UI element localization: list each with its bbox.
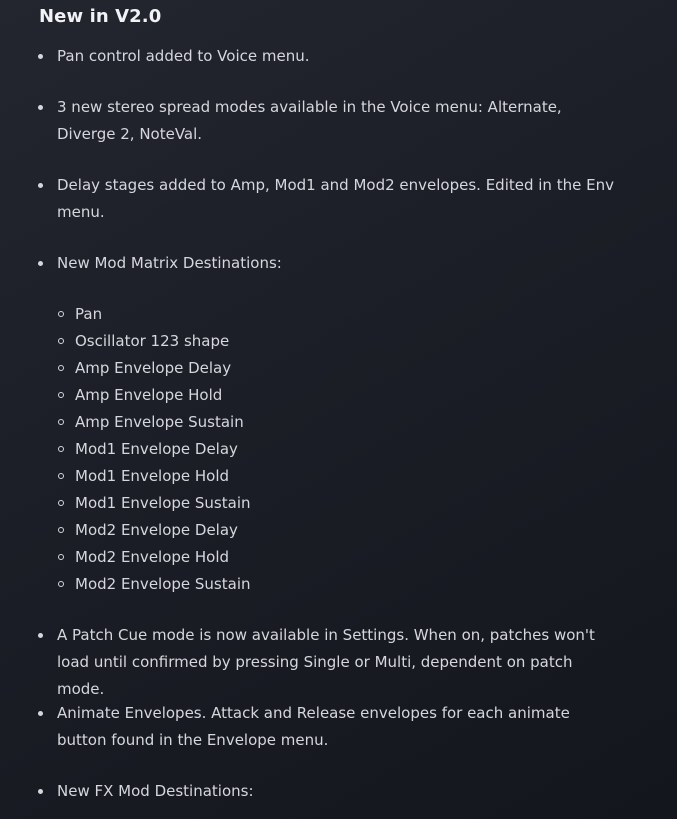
section-heading: New in V2.0 bbox=[39, 6, 162, 27]
list-item-delay-stages: Delay stages added to Amp, Mod1 and Mod2 envelopes. Edited in the Env menu. bbox=[57, 172, 617, 226]
list-item-pan-control: Pan control added to Voice menu. bbox=[57, 43, 617, 70]
sub-item-mod1-sustain: Mod1 Envelope Sustain bbox=[75, 490, 595, 517]
sub-item-pan: Pan bbox=[75, 301, 595, 328]
list-item-stereo-spread: 3 new stereo spread modes available in the Voice menu: Alternate, Diverge 2, NoteVal. bbox=[57, 94, 617, 148]
sub-item-mod2-hold: Mod2 Envelope Hold bbox=[75, 544, 595, 571]
sub-item-amp-delay: Amp Envelope Delay bbox=[75, 355, 595, 382]
sub-item-mod1-hold: Mod1 Envelope Hold bbox=[75, 463, 595, 490]
list-item-patch-cue: A Patch Cue mode is now available in Settings. When on, patches won't load until confirmed by pressing Single or Multi, dependent on patch mode. bbox=[57, 622, 617, 703]
list-item-mod-matrix: New Mod Matrix Destinations: bbox=[57, 250, 617, 277]
sub-item-amp-hold: Amp Envelope Hold bbox=[75, 382, 595, 409]
sub-item-mod2-delay: Mod2 Envelope Delay bbox=[75, 517, 595, 544]
sub-item-amp-sustain: Amp Envelope Sustain bbox=[75, 409, 595, 436]
list-item-animate-envelopes: Animate Envelopes. Attack and Release envelopes for each animate button found in the Envelope menu. bbox=[57, 700, 617, 754]
sub-item-osc-shape: Oscillator 123 shape bbox=[75, 328, 595, 355]
sub-item-mod1-delay: Mod1 Envelope Delay bbox=[75, 436, 595, 463]
sub-item-mod2-sustain: Mod2 Envelope Sustain bbox=[75, 571, 595, 598]
list-item-fx-mod: New FX Mod Destinations: bbox=[57, 778, 617, 805]
